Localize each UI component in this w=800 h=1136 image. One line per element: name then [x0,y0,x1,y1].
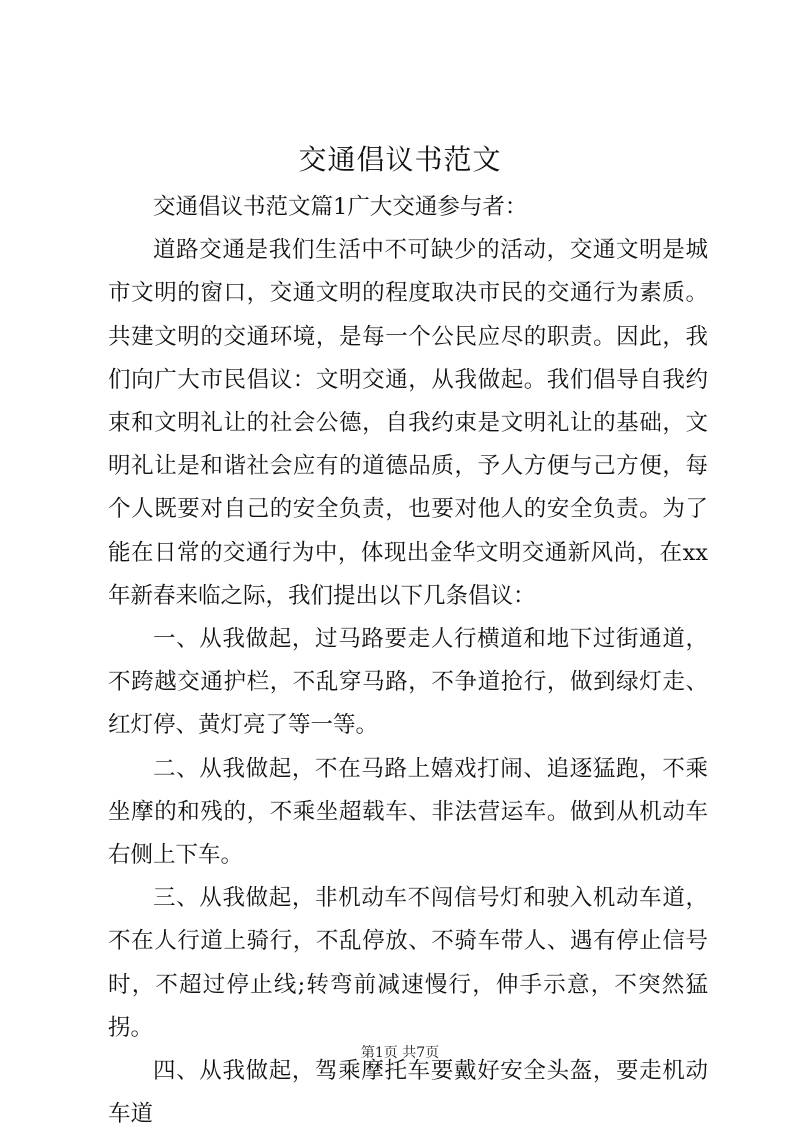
document-title: 交通倡议书范文 [298,143,502,176]
paragraph-item-3: 三、从我做起，非机动车不闯信号灯和驶入机动车道，不在人行道上骑行，不乱停放、不骑车带人、遇有停止信号时，不超过停止线;转弯前减速慢行，伸手示意，不突然猛拐。 [108,885,708,1041]
paragraph-item-4: 四、从我做起，驾乘摩托车要戴好安全头盔，要走机动车道 [108,1058,708,1128]
paragraph-main: 道路交通是我们生活中不可缺少的活动，交通文明是城市文明的窗口，交通文明的程度取决市民的交通行为素质。共建文明的交通环境，是每一个公民应尽的职责。因此，我们向广大市民倡议：文明交通，从我做起。我们倡导自我约束和文明礼让的社会公德，自我约束是文明礼让的基础，文明礼让是和谐社会应有的道德品质，予人方便与己方便，每个人既要对自己的安全负责，也要对他人的安全负责。为了能在日常的交通行为中，体现出金华文明交通新风尚，在xx年新春来临之际，我们提出以下几条倡议： [108,237,708,609]
paragraph-item-2: 二、从我做起，不在马路上嬉戏打闹、追逐猛跑，不乘坐摩的和残的，不乘坐超载车、非法营运车。做到从机动车右侧上下车。 [108,755,708,869]
page-footer: 第1页 共7页 [360,1045,440,1061]
document-body [108,186,708,1136]
paragraph-intro: 交通倡议书范文篇1广大交通参与者： [153,194,528,220]
paragraph-item-1: 一、从我做起，过马路要走人行横道和地下过街通道，不跨越交通护栏，不乱穿马路，不争道抢行，做到绿灯走、红灯停、黄灯亮了等一等。 [108,626,708,739]
